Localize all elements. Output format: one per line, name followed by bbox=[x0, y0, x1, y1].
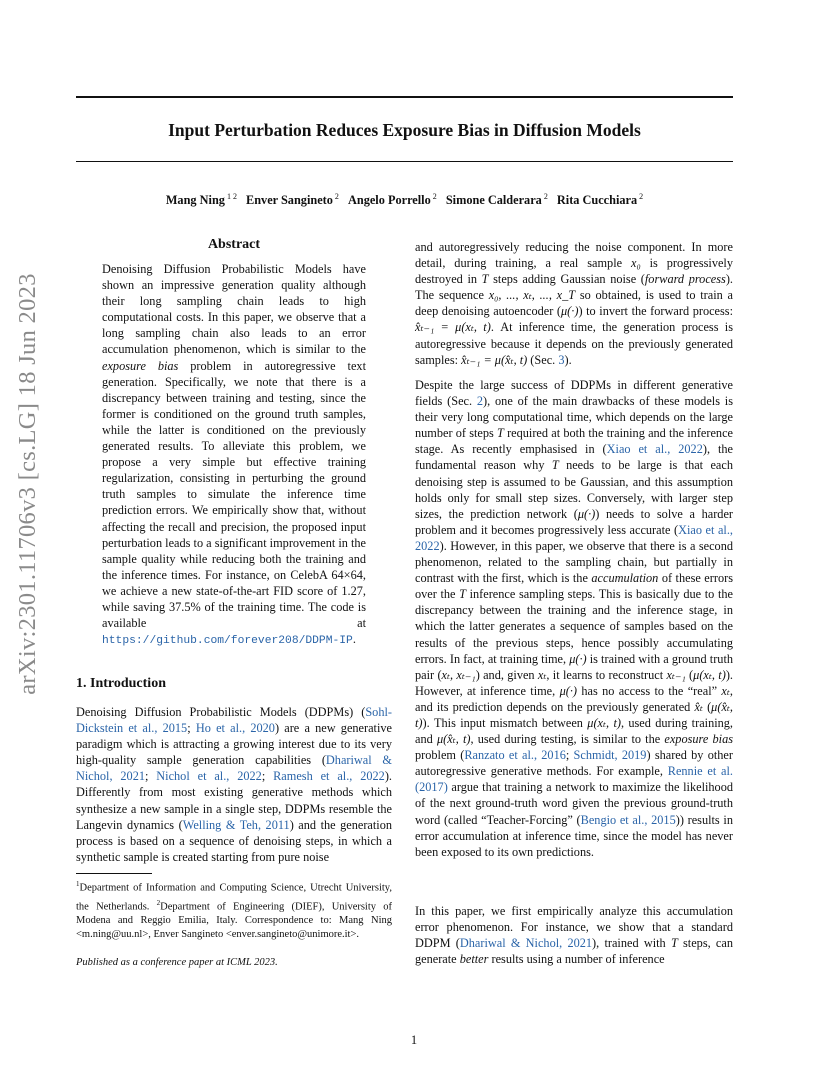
section-heading-introduction: 1. Introduction bbox=[76, 676, 166, 691]
author-list bbox=[76, 192, 733, 208]
citation-link[interactable]: Rennie et al. (2017) bbox=[415, 764, 733, 795]
code-link[interactable]: https://github.com/forever208/DDPM-IP bbox=[102, 635, 353, 648]
footnote-rule bbox=[76, 873, 152, 874]
author-1: Mang Ning $^{1 2}$ bbox=[165, 192, 237, 208]
right-column-paragraph-2: Despite the large success of DDPMs in different generative fields (Sec. 2), one of the main drawbacks of these models is their very long computational time, which depends on the large number of steps T required at both the training and the inference stage. As recently emphasised in (Xiao et al., 2022), the fundamental reason why T needs to be large is that each denoising step is assumed to be Gaussian, and this assumption holds only for small step sizes. Conversely, with larger step sizes, the prediction network (μ(·)) needs to solve a harder problem and it becomes progressively less accurate (Xiao et al., 2022). However, in this paper, we observe that there is a second phenomenon, related to the sampling chain, but partially in contrast with the first, which is the accumulation of these errors over the T inference sampling steps. This is basically due to the discrepancy between the training and the inference stage, in which the latter generates a sequence of samples based on the results of the previous steps, hence possibly accumulating errors. In fact, at training time, μ(·) is trained with a ground truth pair (xₜ, xₜ₋₁) and, given xₜ, it learns to reconstruct xₜ₋₁ (μ(xₜ, t)). However, at inference time, μ(·) has no access to the “real” xₜ, and its prediction depends on the previously generated x̂ₜ (μ(x̂ₜ, t)). This input mismatch between μ(xₜ, t), used during training, and μ(x̂ₜ, t), used during testing, is similar to the exposure bias problem (Ranzato et al., 2016; Schmidt, 2019) shared by other autoregressive generative methods. For example, Rennie et al. (2017) argue that training a network to maximize the likelihood of the next ground-truth word given the previous ground-truth word (called “Teacher-Forcing” (Bengio et al., 2015)) results in error accumulation at inference time, since the model has never been exposed to its own predictions. bbox=[415, 378, 734, 859]
introduction-body: Denoising Diffusion Probabilistic Models (DDPMs) (Sohl-Dickstein et al., 2015; Ho et al., 2020) are a new generative paradigm which is attracting a growing interest due to its very high-quality sample generation capabilities (Dhariwal & Nichol, 2021; Nichol et al., 2022; Ramesh et al., 2022). Differently from most existing generative methods which synthesize a new sample in a single step, DDPMs resemble the Langevin dynamics (Welling & Teh, 2011) and the generation process is based on a sequence of denoising steps, in which a synthetic sample is created starting from pure noise bbox=[76, 705, 392, 864]
citation-link[interactable]: Dhariwal & Nichol, 2021 bbox=[76, 753, 392, 784]
publication-note: Published as a conference paper at ICML 2023. bbox=[76, 957, 278, 968]
abstract-body: Denoising Diffusion Probabilistic Models have shown an impressive generation quality although their long sampling chain leads to high computational costs. In this paper, we observe that a long sampling chain also leads to an error accumulation phenomenon, which is similar to the exposure bias problem in autoregressive text generation. Specifically, we note that there is a discrepancy between training and testing, since the former is conditioned on the ground truth samples, while the latter is conditioned on the previously generated results. To alleviate this problem, we propose a very simple but effective training regularization, consisting in perturbing the ground truth samples to simulate the inference time prediction errors. We empirically show that, without affecting the recall and precision, the proposed input perturbation leads to a significant improvement in the sample quality while reducing both the training and the inference times. For instance, on CelebA 64×64, we achieve a new state-of-the-art FID score of 1.27, while saving 37.5% of the training time. The code is available at https://github.com/forever208/DDPM-IP. bbox=[102, 262, 366, 648]
top-rule bbox=[76, 96, 733, 98]
citation-link[interactable]: Ho et al., 2020 bbox=[195, 721, 275, 736]
affiliation-footnote: $^1$Department of Information and Computing Science, Utrecht University, the Netherlands. $^2$Department of Engineering (DIEF), University of Modena and Reggio Emilia, Italy. Correspondence to: Mang Ning <m.ning@uu.nl>, Enver Sangineto <enver.sangineto@unimore.it>. bbox=[76, 880, 393, 940]
page-number: 1 bbox=[410, 1033, 418, 1047]
title-rule bbox=[76, 161, 733, 162]
citation-link[interactable]: Dhariwal & Nichol, 2021 bbox=[459, 936, 593, 951]
author-4: Simone Calderara $^2$ bbox=[445, 192, 548, 208]
citation-link[interactable]: Xiao et al., 2022 bbox=[606, 442, 703, 457]
author-5: Rita Cucchiara $^2$ bbox=[556, 192, 644, 208]
citation-link[interactable]: Ranzato et al., 2016 bbox=[464, 748, 566, 763]
arxiv-identifier: arXiv:2301.11706v3 [cs.LG] 18 Jun 2023 bbox=[14, 273, 41, 695]
abstract-heading: Abstract bbox=[207, 237, 261, 252]
author-3: Angelo Porrello $^2$ bbox=[347, 192, 437, 208]
paper-title: Input Perturbation Reduces Exposure Bias in Diffusion Models bbox=[168, 120, 641, 140]
section-ref-link[interactable]: 3 bbox=[558, 352, 565, 367]
citation-link[interactable]: Xiao et al., 2022 bbox=[415, 522, 733, 553]
section-ref-link[interactable]: 2 bbox=[476, 394, 484, 409]
citation-link[interactable]: Bengio et al., 2015 bbox=[580, 812, 676, 827]
citation-link[interactable]: Schmidt, 2019 bbox=[573, 748, 647, 763]
citation-link[interactable]: Sohl-Dickstein et al., 2015 bbox=[76, 705, 392, 736]
right-column-paragraph-3: In this paper, we first empirically analyze this accumulation error phenomenon. For instance, we show that a standard DDPM (Dhariwal & Nichol, 2021), trained with T steps, can generate better results using a number of inference bbox=[415, 904, 733, 967]
author-2: Enver Sangineto $^2$ bbox=[246, 192, 339, 208]
right-column-paragraph-1: and autoregressively reducing the noise component. In more detail, during training, a real sample x₀ is progressively destroyed in T steps adding Gaussian noise (forward process). The sequence x₀, ..., xₜ, ..., x_T so obtained, is used to train a deep denoising autoencoder (μ(·)) to invert the forward process: x̂ₜ₋₁ = μ(xₜ, t). At inference time, the generation process is autoregressive because it depends on the previously generated samples: x̂ₜ₋₁ = μ(x̂ₜ, t) (Sec. 3). bbox=[415, 240, 734, 367]
citation-link[interactable]: Ramesh et al., 2022 bbox=[273, 769, 385, 784]
citation-link[interactable]: Nichol et al., 2022 bbox=[156, 769, 262, 784]
citation-link[interactable]: Welling & Teh, 2011 bbox=[182, 817, 290, 832]
